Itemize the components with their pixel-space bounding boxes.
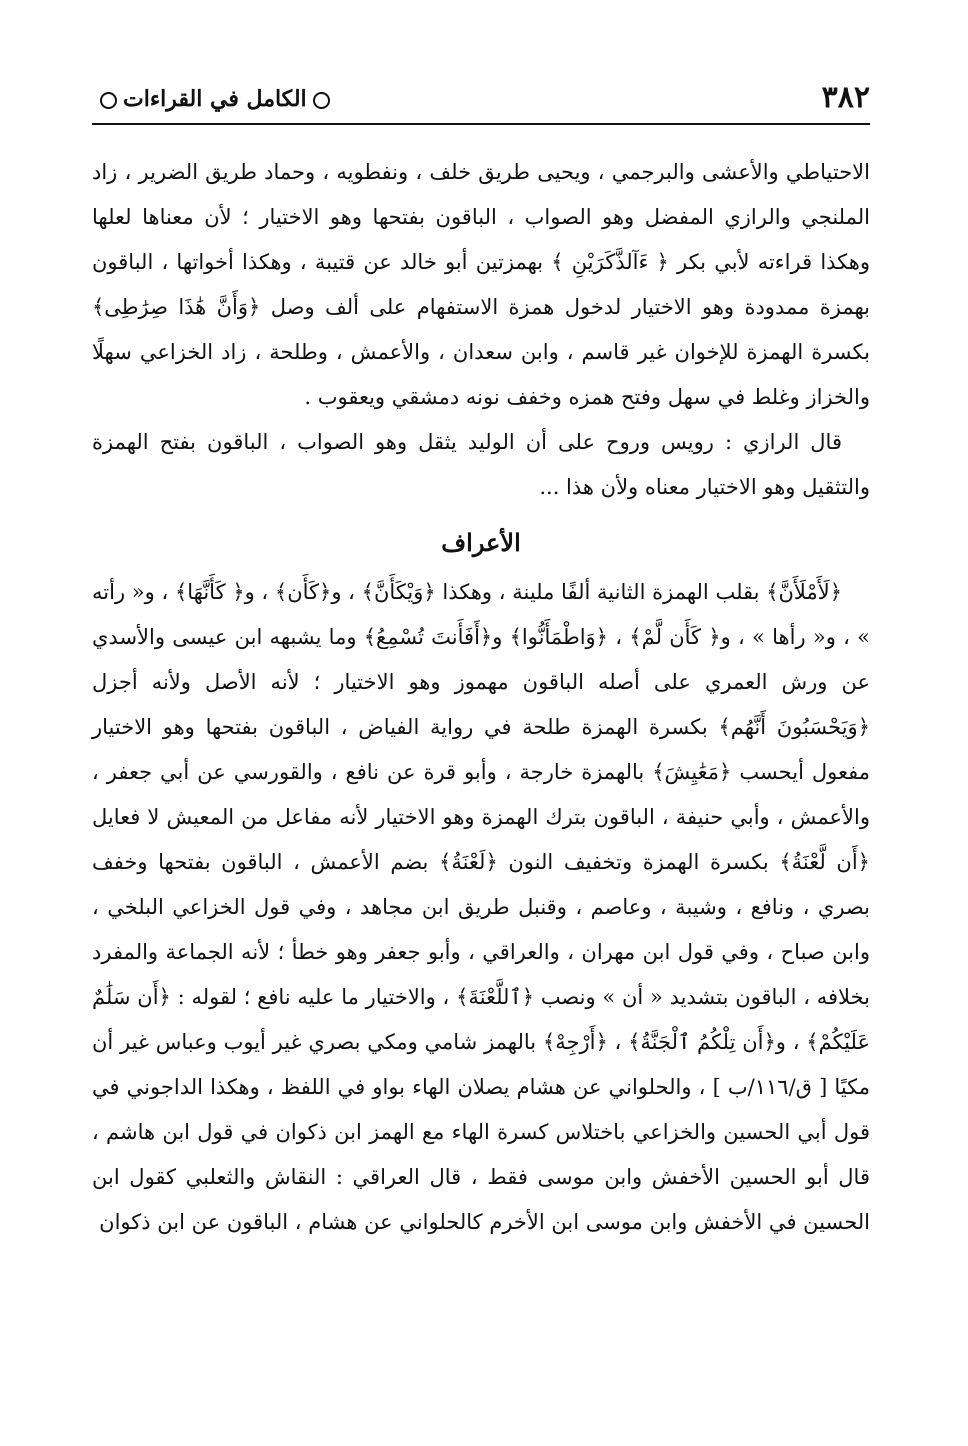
paragraph: ﴿لَأَمْلَأَنَّ﴾ بقلب الهمزة الثانية ألفًا ملينة ، وهكذا ﴿وَيْكَأَنَّ﴾ ، و﴿كَأَن﴾ ، و﴿ كَأَنَّهَا﴾ ، و« رأته » ، و« رأها » ، و﴿ كَأَن لَّمْ﴾ ، ﴿وَاطْمَأَنُّوا﴾ و﴿أَفَأَنتَ تُسْمِعُ﴾ وما يشبهه ابن عيسى والأسدي عن ورش العمري على أصله الباقون مهموز وهو الاختيار ؛ لأنه الأصل ولأنه أجزل ﴿وَيَحْسَبُونَ أَنَّهُم﴾ بكسرة الهمزة طلحة في رواية الفياض ، الباقون بفتحها وهو الاختيار مفعول أيحسب ﴿مَعَٰيِشَ﴾ بالهمزة خارجة ، وأبو قرة عن نافع ، والقورسي عن أبي جعفر ، والأعمش ، وأبي حنيفة ، الباقون بترك الهمزة وهو الاختيار لأنه مفاعل من المعيش لا فعايل ﴿أَن لَّعْنَةُ﴾ بكسرة الهمزة وتخفيف النون ﴿لَعْنَةُ﴾ بضم الأعمش ، الباقون بفتحها وخفف بصري ، ونافع ، وشيبة ، وعاصم ، وقنبل طريق ابن مجاهد ، وفي قول الخزاعي البلخي ، وابن صباح ، وفي قول ابن مهران ، والعراقي ، وأبو جعفر وهو خطأ ؛ لأنه الجماعة والمفرد بخلافه ، الباقون بتشديد « أن » ونصب ﴿ٱللَّعْنَةَ﴾ ، والاختيار ما عليه نافع ؛ لقوله : ﴿أَن سَلَٰمٌ عَلَيْكُمْ﴾ ، و﴿أَن تِلْكُمُ ٱلْجَنَّةُ﴾ ، ﴿أَرْجِهْ﴾ بالهمز شامي ومكي بصري غير أيوب وعباس غير أن مكيًا [ ق/١١٦/ب ] ، والحلواني عن هشام يصلان الهاء بواو في اللفظ ، وهكذا الداجوني في قول أبي الحسين والخزاعي باختلاس كسرة الهاء مع الهمز ابن ذكوان في قول ابن هاشم ، قال أبو الحسين الأخفش وابن موسى فقط ، قال العراقي : النقاش والثعلبي كقول ابن الحسين في الأخفش وابن موسى ابن الأخرم كالحلواني عن هشام ، الباقون عن ابن ذكوان [92,580,871,1234]
book-title: الكامل في القراءات [123,86,307,112]
running-title [94,82,336,116]
header-rule [92,123,870,125]
circle-ornament-icon [313,92,330,109]
circle-ornament-icon [100,92,117,109]
page-header [92,76,870,124]
page-body [92,150,870,1245]
page-number: ٣٨٢ [821,80,870,115]
section-heading: الأعراف [441,528,521,557]
paragraph: قال الرازي : رويس وروح على أن الوليد يثقل وهو الصواب ، الباقون بفتح الهمزة والتثقيل وهو الاختيار معناه ولأن هذا ... [92,430,870,499]
paragraph: الاحتياطي والأعشى والبرجمي ، ويحيى طريق خلف ، ونفطويه ، وحماد طريق الضرير ، زاد الملنجي والرازي المفضل وهو الصواب ، الباقون بفتحها وهو الاختيار ؛ لأن معناها لعلها وهكذا قراءته لأبي بكر ﴿ ءَآلذَّكَرَيْنِ ﴾ بهمزتين أبو خالد عن قتيبة ، وهكذا أخواتها ، الباقون بهمزة ممدودة وهو الاختيار لدخول همزة الاستفهام على ألف وصل ﴿وَأَنَّ هَٰذَا صِرَٰطِى﴾ بكسرة الهمزة للإخوان غير قاسم ، وابن سعدان ، والأعمش ، وطلحة ، زاد الخزاعي سهلًا والخزاز وغلط في سهل وفتح همزه وخفف نونه دمشقي ويعقوب . [92,160,870,409]
